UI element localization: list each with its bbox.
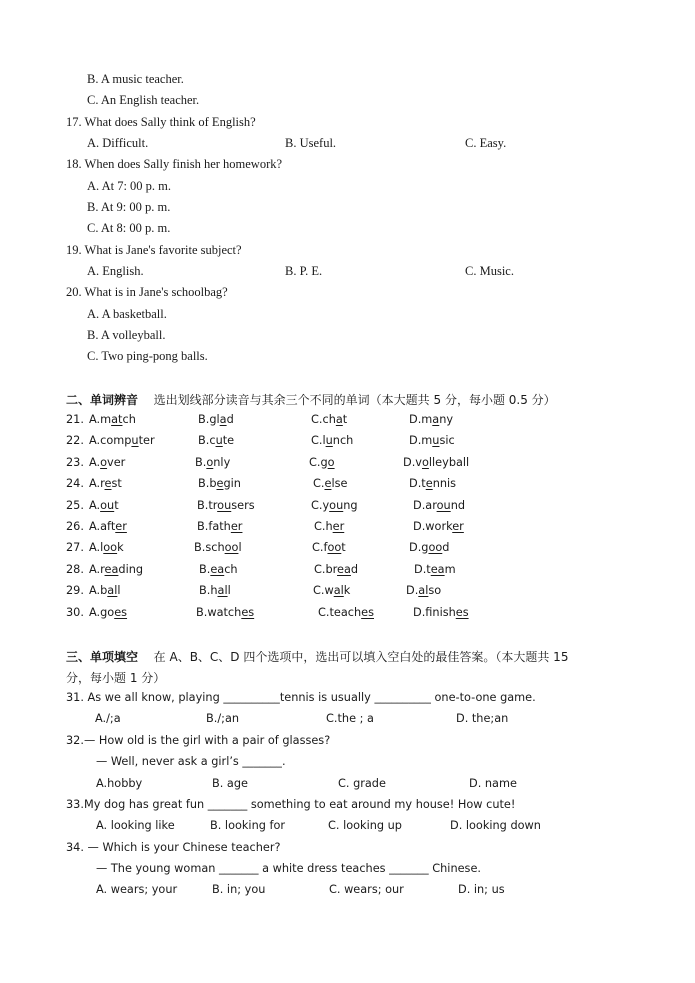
question-number: 26. — [66, 520, 84, 533]
pronunciation-option: A.over — [89, 456, 126, 469]
q34-option-a: A. wears; your — [96, 883, 178, 896]
underlined-letters: oo — [327, 541, 342, 554]
underlined-letters: es — [114, 606, 128, 619]
q33-option-d: D. looking down — [450, 819, 541, 832]
q18-option-c: C. At 8: 00 p. m. — [87, 221, 171, 235]
pronunciation-option: D.tennis — [409, 477, 457, 490]
pronunciation-option: B.watches — [196, 606, 255, 619]
underlined-letters: u — [131, 434, 139, 447]
q17-option-c: C. Easy. — [465, 136, 507, 150]
q32-option-d: D. name — [469, 777, 517, 790]
q17-stem: 17. What does Sally think of English? — [66, 115, 256, 129]
pronunciation-option: C.her — [314, 520, 345, 533]
pronunciation-option: B.trousers — [197, 499, 255, 512]
q19-stem: 19. What is Jane's favorite subject? — [66, 243, 242, 257]
pronunciation-option: A.out — [89, 499, 119, 512]
pronunciation-option: D.around — [413, 499, 466, 512]
q20-option-a: A. A basketball. — [87, 307, 167, 321]
q18-stem: 18. When does Sally finish her homework? — [66, 157, 283, 171]
q20-option-c: C. Two ping-pong balls. — [87, 349, 208, 363]
question-number: 25. — [66, 499, 84, 512]
underlined-letters: er — [230, 520, 243, 533]
q17-option-a: A. Difficult. — [87, 136, 149, 150]
q17-option-b: B. Useful. — [285, 136, 337, 150]
pronunciation-option: D.volleyball — [403, 456, 470, 469]
underlined-letters: u — [325, 434, 333, 447]
pronunciation-option: C.foot — [312, 541, 346, 554]
underlined-letters: e — [104, 477, 112, 490]
underlined-letters: o — [327, 456, 335, 469]
q18-option-b: B. At 9: 00 p. m. — [87, 200, 171, 214]
q32-option-a: A.hobby — [96, 777, 143, 790]
question-number: 27. — [66, 541, 84, 554]
q31-option-d: D. the;an — [456, 712, 509, 725]
pronunciation-option: C.chat — [311, 413, 348, 426]
question-number: 30. — [66, 606, 84, 619]
pronunciation-option: D.music — [409, 434, 455, 447]
q31-option-c: C.the ; a — [326, 712, 374, 725]
pronunciation-option: C.lunch — [311, 434, 354, 447]
underlined-letters: er — [332, 520, 345, 533]
pronunciation-option: A.computer — [89, 434, 155, 447]
underlined-letters: es — [361, 606, 374, 619]
pronunciation-option: D.team — [414, 563, 456, 576]
q31-stem: 31. As we all know, playing __________tennis is usually __________ one-to-one game. — [66, 691, 536, 704]
underlined-letters: e — [324, 477, 332, 490]
underlined-letters: es — [241, 606, 255, 619]
section2-instruction: 选出划线部分读音与其余三个不同的单词（本大题共 5 分，每小题 0.5 分） — [153, 393, 556, 407]
pronunciation-option: D.worker — [413, 520, 464, 533]
underlined-letters: ou — [436, 499, 451, 512]
q16-option-b: B. A music teacher. — [87, 72, 184, 86]
pronunciation-option: B.cute — [198, 434, 235, 447]
underlined-letters: a — [219, 413, 227, 426]
question-number: 28. — [66, 563, 84, 576]
underlined-letters: a — [335, 413, 343, 426]
q31-option-a: A./;a — [95, 712, 121, 725]
q31-option-b: B./;an — [206, 712, 240, 725]
underlined-letters: al — [418, 584, 429, 597]
underlined-letters: ou — [100, 499, 115, 512]
underlined-letters: at — [111, 413, 123, 426]
q32-stem: 32.— How old is the girl with a pair of glasses? — [66, 734, 331, 747]
underlined-letters: ou — [217, 499, 232, 512]
pronunciation-option: D.many — [409, 413, 454, 426]
question-number: 29. — [66, 584, 84, 597]
underlined-letters: ea — [430, 563, 445, 576]
q33-option-b: B. looking for — [210, 819, 286, 832]
underlined-letters: er — [115, 520, 127, 533]
question-number: 24. — [66, 477, 84, 490]
pronunciation-option: B.father — [197, 520, 243, 533]
underlined-letters: o — [206, 456, 214, 469]
pronunciation-option: C.young — [311, 499, 358, 512]
q34-option-d: D. in; us — [458, 883, 505, 896]
underlined-letters: u — [215, 434, 223, 447]
pronunciation-option: D.good — [409, 541, 450, 554]
underlined-letters: u — [432, 434, 440, 447]
underlined-letters: es — [455, 606, 469, 619]
q32-option-c: C. grade — [338, 777, 386, 790]
q19-option-a: A. English. — [87, 264, 144, 278]
pronunciation-option: B.hall — [199, 584, 231, 597]
pronunciation-option: B.school — [194, 541, 242, 554]
pronunciation-option: A.look — [89, 541, 124, 554]
pronunciation-option: D.also — [406, 584, 442, 597]
q33-option-a: A. looking like — [96, 819, 175, 832]
underlined-letters: a — [432, 413, 440, 426]
q20-option-b: B. A volleyball. — [87, 328, 166, 342]
pronunciation-option: A.rest — [89, 477, 122, 490]
pronunciation-option: B.glad — [198, 413, 234, 426]
pronunciation-option: C.walk — [313, 584, 351, 597]
underlined-letters: ou — [329, 499, 344, 512]
question-number: 22. — [66, 434, 84, 447]
q20-stem: 20. What is in Jane's schoolbag? — [66, 285, 228, 299]
section3-instruction-cont: 分，每小题 1 分） — [66, 671, 166, 685]
q16-option-c: C. An English teacher. — [87, 93, 200, 107]
question-number: 23. — [66, 456, 84, 469]
pronunciation-option: C.else — [313, 477, 348, 490]
underlined-letters: o — [100, 456, 108, 469]
pronunciation-option: D.finishes — [413, 606, 469, 619]
section3-instruction: 在 A、B、C、D 四个选项中，选出可以填入空白处的最佳答案。（本大题共 15 — [153, 650, 569, 664]
q19-option-c: C. Music. — [465, 264, 514, 278]
underlined-letters: oo — [103, 541, 118, 554]
pronunciation-option: C.bread — [314, 563, 359, 576]
q34-stem: 34. — Which is your Chinese teacher? — [66, 841, 281, 854]
q32-option-b: B. age — [212, 777, 248, 790]
underlined-letters: al — [333, 584, 344, 597]
underlined-letters: oo — [224, 541, 239, 554]
q32-reply: — Well, never ask a girl’s _______. — [96, 755, 286, 768]
pronunciation-option: B.only — [195, 456, 231, 469]
underlined-letters: ea — [104, 563, 119, 576]
underlined-letters: oo — [428, 541, 443, 554]
question-number: 21. — [66, 413, 84, 426]
q34-option-c: C. wears; our — [329, 883, 404, 896]
underlined-letters: ea — [337, 563, 351, 576]
underlined-letters: al — [217, 584, 228, 597]
underlined-letters: al — [107, 584, 118, 597]
section2-title: 二、单词辨音 — [66, 393, 139, 407]
q33-option-c: C. looking up — [328, 819, 402, 832]
section2-header — [66, 391, 556, 408]
pronunciation-option: A.reading — [89, 563, 144, 576]
pronunciation-option: A.goes — [89, 606, 128, 619]
pronunciation-option: C.go — [309, 456, 335, 469]
section3-title: 三、单项填空 — [66, 650, 139, 664]
section3-header — [66, 648, 568, 665]
q33-stem: 33.My dog has great fun _______ something to eat around my house! How cute! — [66, 798, 516, 811]
pronunciation-option: B.each — [199, 563, 238, 576]
pronunciation-option: A.after — [89, 520, 127, 533]
q34-reply: — The young woman _______ a white dress teaches _______ Chinese. — [96, 862, 481, 875]
q34-option-b: B. in; you — [212, 883, 266, 896]
pronunciation-option: C.teaches — [318, 606, 374, 619]
underlined-letters: e — [216, 477, 224, 490]
q19-option-b: B. P. E. — [285, 264, 323, 278]
underlined-letters: ea — [210, 563, 225, 576]
underlined-letters: e — [425, 477, 433, 490]
underlined-letters: o — [421, 456, 429, 469]
pronunciation-option: A.ball — [89, 584, 121, 597]
underlined-letters: er — [452, 520, 464, 533]
pronunciation-option: A.match — [89, 413, 136, 426]
pronunciation-option: B.begin — [198, 477, 241, 490]
q18-option-a: A. At 7: 00 p. m. — [87, 179, 172, 193]
